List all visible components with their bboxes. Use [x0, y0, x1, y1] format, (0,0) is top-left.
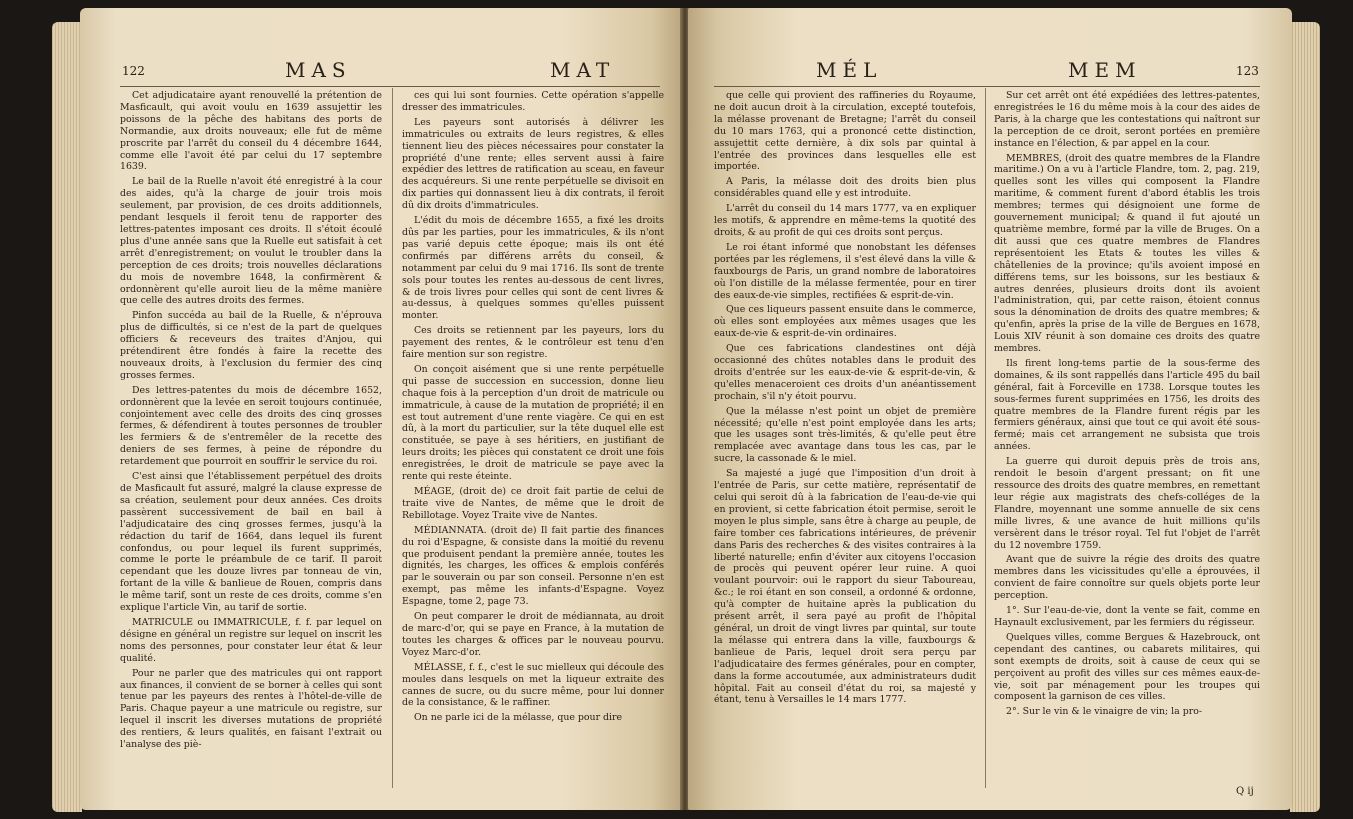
paragraph: MATRICULE ou IMMATRICULE, f. f. par lequel on désigne en général un registre sur lequel on inscrit les noms des personnes, pour constater leur état & leur qualité.	[120, 616, 382, 664]
running-head-right: MEM	[1068, 58, 1142, 82]
paragraph: La guerre qui duroit depuis près de trois ans, rendoit le besoin d'argent pressant; on fit une ressource des droits des quatre membres, en remettant leur régie aux magistrats des chefs-colléges de la Flandre, moyennant une somme annuelle de six cens mille livres, & une avance de huit millions qu'ils versèrent dans le trésor royal. Tel fut l'objet de l'arrêt du 12 novembre 1759.	[994, 456, 1260, 551]
paragraph: On ne parle ici de la mélasse, que pour dire	[414, 712, 623, 724]
page-number-right: 123	[1236, 64, 1259, 78]
right-page-column-2	[994, 90, 1260, 780]
paragraph: Des lettres-patentes du mois de décembre 1652, ordonnèrent que la levée en seroit toujours continuée, conjointement avec celle des droits des cinq grosses fermes, & défendirent à toutes personnes de troubler les fermiers & de s'entremêler de la recette des deniers de ses fermes, à peine de répondre du retardement que pourroit en souffrir le service du roi.	[120, 384, 382, 468]
paragraph: L'édit du mois de décembre 1655, a fixé les droits dûs par les parties, pour les immatricules, & ils n'ont pas varié depuis cette époque; mais ils ont été confirmés par différens arrêts du conseil, & notamment par celui du 9 mai 1716. Ils sont de trente sols pour toutes les rentes au-dessous de cent livres, & de trois livres pour celles qui sont de cent livres & au-dessus, à quelques sommes qu'elles puissent monter.	[402, 215, 664, 322]
paragraph: Sur cet arrêt ont été expédiées des lettres-patentes, enregistrées le 16 du même mois à la cour des aides de Paris, à la charge que les contestations qui naîtront sur la perception de ce droit, seront portées en première instance en l'élection, & par appel en la cour.	[994, 90, 1260, 149]
paragraph: Sa majesté a jugé que l'imposition d'un droit à l'entrée de Paris, sur cette matière, représentatif de celui qui seroit dû à la fabrication de l'eau-de-vie qui en provient, si cette fabrication étoit permise, seroit le moyen le plus simple, sans être à charge au peuple, de faire tomber ces fabrications intérieures, de prévenir dans Paris des recherches & des visites contraires à la liberté naturelle; enfin d'éviter aux citoyens l'occasion de procès qui peuvent opérer leur ruine. A quoi voulant pourvoir: oui le rapport du sieur Taboureau, &c.; le roi étant en son conseil, a ordonné & ordonne, qu'à compter de huitaine après la publication du présent arrêt, il sera payé au profit de l'hôpital général, un droit de vingt livres par quintal, sur toute la mélasse qui entrera dans la ville, fauxbourgs & banlieue de Paris, lequel droit sera perçu par l'adjudicataire des fermes générales, pour en compter, dans la forme accoutumée, aux administrateurs dudit hôpital. Fait au conseil d'état du roi, sa majesté y étant, tenu à Versailles le 14 mars 1777.	[714, 468, 976, 706]
page-number-left: 122	[122, 64, 145, 78]
left-page	[80, 8, 682, 810]
paragraph: Que la mélasse n'est point un objet de première nécessité; qu'elle n'est point employée dans les arts; que les usages sont très-limités, & qu'elle peut être remplacée avec avantage dans tous les cas, par le sucre, la cassonade & le miel.	[714, 405, 976, 465]
paragraph: Ils firent long-tems partie de la sous-ferme des domaines, & ils sont rappellés dans l'article 495 du bail général, fait à Forceville en 1738. Lorsque toutes les sous-fermes furent supprimées en 1756, les droits des quatre membres de la Flandre furent régis par les fermiers généraux, ainsi que tout ce qui avoit été sous-fermé; mais cet arrangement ne subsista que trois années.	[994, 357, 1260, 453]
paragraph: Pinfon succéda au bail de la Ruelle, & n'éprouva plus de difficultés, si ce n'est de la part de quelques officiers & receveurs des traites d'Anjou, qui prétendirent être fondés à faire la recette des nouveaux droits, à l'exclusion du fermier des cinq grosses fermes.	[120, 310, 382, 381]
paragraph: C'est ainsi que l'établissement perpétuel des droits de Masficault fut assuré, malgré la clause expresse de sa création, seulement pour deux années. Ces droits passèrent successivement de bail en bail à l'adjudicataire des cinq grosses fermes, jusqu'à la rédaction du tarif de 1664, dans lequel ils furent confondus, ou pour lequel ils furent supprimés, comme le porte le préambule de ce tarif. Il paroit cependant que les douze livres par tonneau de vin, fortant de la ville & banlieue de Rouen, compris dans le même tarif, sont un reste de ces droits, comme s'en explique l'article Vin, au tarif de sortie.	[120, 471, 382, 614]
header-rule	[120, 86, 660, 87]
right-page	[688, 8, 1292, 810]
paragraph: On conçoit aisément que si une rente perpétuelle qui passe de succession en succession, donne lieu chaque fois à la perception d'un droit de matricule ou immatricule, à cause de la mutation de propriété; il en est tout autrement d'une rente viagère. Ce qui en est dû, à la mort du particulier, sur la tête duquel elle est constituée, se paye à ses héritiers, en justifiant de leurs droits; les pièces qui constatent ce droit une fois enregistrées, le droit de matricule se paye avec la rente qui reste éteinte.	[402, 363, 664, 483]
paragraph: MÉAGE, (droit de) ce droit fait partie de celui de traite vive de Nantes, de même que le droit de Rebillotage. Voyez Traite vive de Nantes.	[402, 486, 664, 521]
running-head-left: MAS	[285, 58, 352, 82]
paragraph: 1°. Sur l'eau-de-vie, dont la vente se fait, comme en Haynault exclusivement, par les fermiers du régisseur.	[994, 605, 1260, 628]
paragraph: A Paris, la mélasse doit des droits bien plus considérables quand elle y est introduite.	[714, 176, 976, 200]
paragraph: 2°. Sur le vin & le vinaigre de vin; la pro-	[1006, 706, 1203, 718]
paragraph: MEMBRES, (droit des quatre membres de la Flandre maritime.) On a vu à l'article Flandre, tom. 2, pag. 219, quelles sont les villes qui composent la Flandre maritime, & comment furent d'abord établis les trois membres; termes qui désignoient une forme de gouvernement municipal; & quand il fut ajouté un quatrième membre, formé par la ville de Bruges. On a dit aussi que ces quatre membres de Flandres représentoient les Etats & toutes les villes & châtellenies de la province; qu'ils avoient imposé en différens tems, sur les boissons, sur les bestiaux & autres denrées, plusieurs droits dont ils avoient l'administration, qui, par cette raison, étoient connus sous la dénomination de droits des quatre membres; & qu'enfin, après la prise de la ville de Bergues en 1678, Louis XIV réunit à son domaine ces droits des quatre membres.	[994, 152, 1260, 355]
paragraph: MÉLASSE, f. f., c'est le suc mielleux qui découle des moules dans lesquels on met la liqueur extraite des cannes de sucre, ou du sucre même, pour lui donner de la consistance, & le raffiner.	[402, 661, 664, 709]
paragraph: que celle qui provient des raffineries du Royaume, ne doit aucun droit à la circulation, excepté toutefois, la mélasse provenant de Bretagne; l'arrêt du conseil du 10 mars 1763, qui a prononcé cette distinction, assujettit cette dernière, à dix sols par quintal à l'entrée des provinces dans lesquelles elle est importée.	[714, 90, 976, 173]
running-head-left: MÉL	[816, 58, 883, 82]
column-divider	[392, 88, 393, 788]
paragraph: Avant que de suivre la régie des droits des quatre membres dans les vicissitudes qu'elle a éprouvées, il convient de faire connoître sur quels objets porte leur perception.	[994, 554, 1260, 602]
signature-mark: Q ij	[1236, 786, 1254, 797]
column-divider	[985, 88, 986, 788]
paragraph: Quelques villes, comme Bergues & Hazebrouck, ont cependant des cantines, ou cabarets militaires, qui sont exempts de droits, soit à cause de ceux qui se perçoivent au profit des villes sur ces mêmes eaux-de-vie, soit par ménagement pour les troupes qui composent la garnison de ces villes.	[994, 631, 1260, 703]
paragraph: Le bail de la Ruelle n'avoit été enregistré à la cour des aides, qu'à la charge de jouir trois mois seulement, par provision, de ces droits additionnels, pendant lesquels il feroit tenu de rapporter des lettres-patentes imposant ces droits. Il s'étoit écoulé plus d'une année sans que la Ruelle eut satisfait à cet arrêt d'enregistrement; on voulut le troubler dans la perception de ces droits; trois nouvelles déclarations du mois de novembre 1648, la confirmèrent & ordonnèrent qu'elle auroit lieu de la même manière que celle des autres droits des fermes.	[120, 176, 382, 307]
paragraph: Que ces liqueurs passent ensuite dans le commerce, où elles sont employées aux mêmes usages que les eaux-de-vie & esprit-de-vin ordinaires.	[714, 304, 976, 340]
open-book	[52, 8, 1320, 810]
paragraph: Pour ne parler que des matricules qui ont rapport aux finances, il convient de se borner à celles qui sont tenue par les payeurs des rentes à l'hôtel-de-ville de Paris. Chaque payeur a une matricule ou registre, sur lequel il inscrit les diverses mutations de propriété des rentiers, & leurs qualités, en faisant l'extrait ou l'analyse des piè-	[120, 667, 382, 751]
left-page-column-1	[120, 90, 382, 790]
paragraph: Les payeurs sont autorisés à délivrer les immatricules ou extraits de leurs registres, & elles tiennent lieu des pièces nécessaires pour constater la propriété d'une rente; elles servent aussi à faire expédier des lettres de ratification au sceau, en faveur des acquéreurs. Si une rente perpétuelle se divisoit en dix parties qui donnassent lieu à dix contrats, il feroit dû dix droits d'immatricules.	[402, 116, 664, 212]
paragraph: MÉDIANNATA. (droit de) Il fait partie des finances du roi d'Espagne, & consiste dans la moitié du revenu que produisent pendant la première année, toutes les dignités, les charges, les offices & emplois conférés par le souverain ou par son conseil. Personne n'en est exempt, pas même les infants-d'Espagne. Voyez Espagne, tome 2, page 73.	[402, 524, 664, 608]
right-page-edges	[1290, 22, 1320, 812]
paragraph: ces qui lui sont fournies. Cette opération s'appelle dresser des immatricules.	[402, 90, 664, 113]
left-page-edges	[52, 22, 82, 812]
header-rule	[714, 86, 1260, 87]
right-page-column-1	[714, 90, 976, 790]
paragraph: L'arrêt du conseil du 14 mars 1777, va en expliquer les motifs, & apprendre en même-tems la quotité des droits, & au profit de qui ces droits sont perçus.	[714, 203, 976, 238]
paragraph: Le roi étant informé que nonobstant les défenses portées par les réglemens, il s'est élevé dans la ville & fauxbourgs de Paris, un grand nombre de laboratoires où l'on distille de la mélasse fermentée, pour en tirer des eaux-de-vie simples, rectifiées & esprit-de-vin.	[714, 241, 976, 301]
left-page-column-2	[402, 90, 664, 790]
paragraph: Ces droits se retiennent par les payeurs, lors du payement des rentes, & le contrôleur est tenu d'en faire mention sur son registre.	[402, 325, 664, 361]
paragraph: Que ces fabrications clandestines ont déjà occasionné des chûtes notables dans le produit des droits d'entrée sur les eaux-de-vie & esprit-de-vin, & qu'elles menaceroient ces droits d'un anéantissement prochain, s'il n'y étoit pourvu.	[714, 343, 976, 402]
running-head-right: MAT	[550, 58, 616, 82]
paragraph: Cet adjudicataire ayant renouvellé la prétention de Masficault, qui avoit voulu en 1639 assujettir les poissons de la pêche des habitans des ports de Normandie, aux droits nouveaux; elle fut de même proscrite par l'arrêt du conseil du 4 décembre 1644, comme elle l'avoit été par celui du 17 septembre 1639.	[120, 90, 382, 173]
paragraph: On peut comparer le droit de médiannata, au droit de marc-d'or, qui se paye en France, à la mutation de toutes les charges & offices par le nouveau pourvu. Voyez Marc-d'or.	[402, 611, 664, 658]
